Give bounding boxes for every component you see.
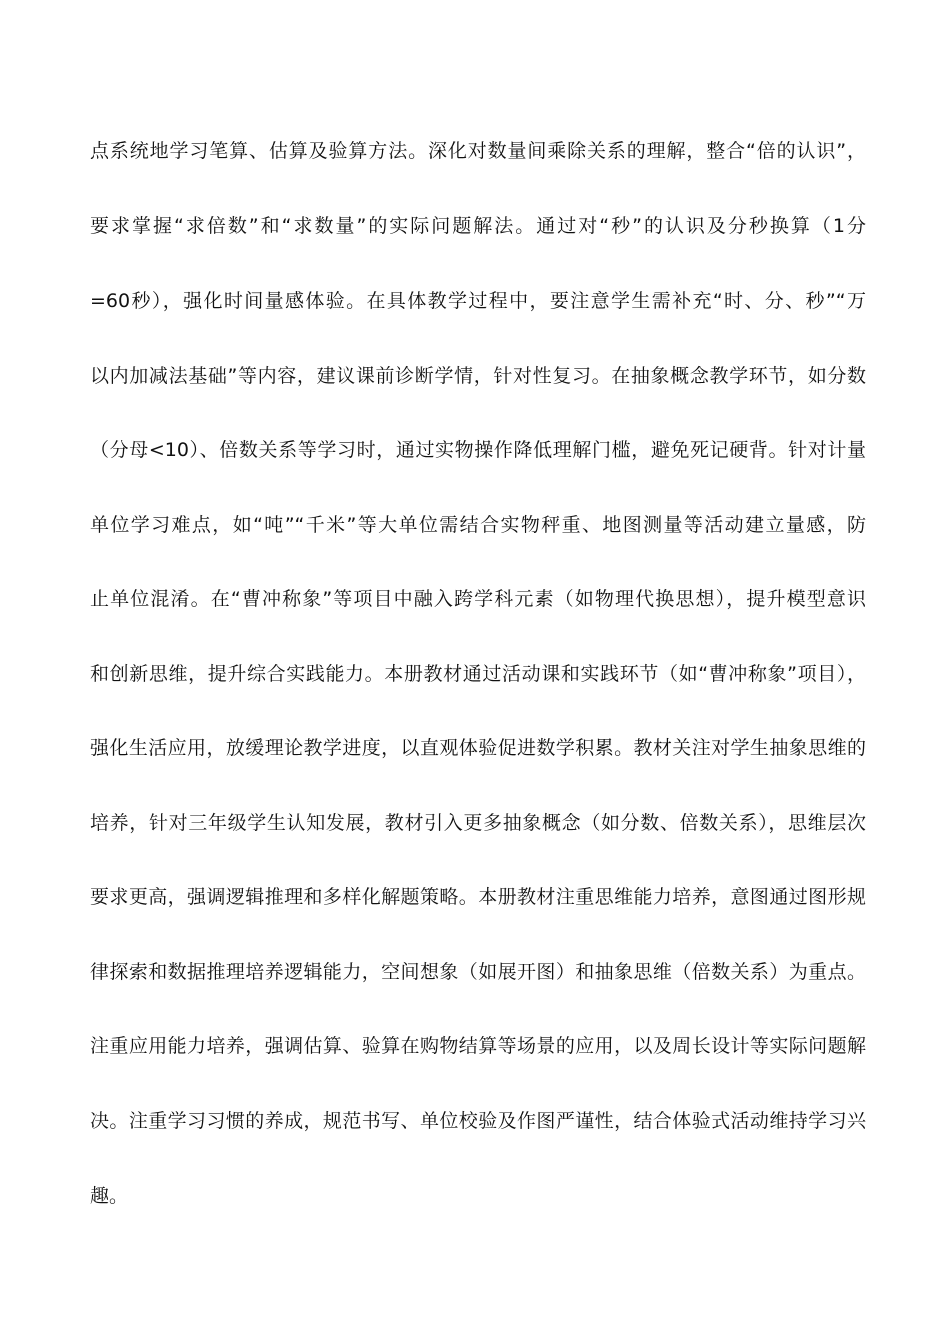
paragraph-line: 止单位混淆。在“曹冲称象”等项目中融入跨学科元素（如物理代换思想），提升模型意识 — [90, 588, 866, 610]
paragraph-line: 单位学习难点，如“吨”“千米”等大单位需结合实物秤重、地图测量等活动建立量感，防 — [90, 514, 866, 536]
paragraph-line: 培养，针对三年级学生认知发展，教材引入更多抽象概念（如分数、倍数关系），思维层次 — [90, 812, 866, 834]
paragraph-line: 和创新思维，提升综合实践能力。本册教材通过活动课和实践环节（如“曹冲称象”项目）， — [90, 663, 866, 685]
paragraph-line: 要求更高，强调逻辑推理和多样化解题策略。本册教材注重思维能力培养，意图通过图形规 — [90, 886, 866, 908]
paragraph-line: 要求掌握“求倍数”和“求数量”的实际问题解法。通过对“秒”的认识及分秒换算（1分 — [90, 215, 866, 237]
paragraph-line: 以内加减法基础”等内容，建议课前诊断学情，针对性复习。在抽象概念教学环节，如分数 — [90, 365, 866, 387]
paragraph-line: 强化生活应用，放缓理论教学进度，以直观体验促进数学积累。教材关注对学生抽象思维的 — [90, 737, 866, 759]
paragraph-line: 注重应用能力培养，强调估算、验算在购物结算等场景的应用，以及周长设计等实际问题解 — [90, 1035, 866, 1057]
paragraph-line: 点系统地学习笔算、估算及验算方法。深化对数量间乘除关系的理解，整合“倍的认识”， — [90, 140, 866, 162]
paragraph-line: 趣。 — [90, 1185, 129, 1207]
paragraph-line: 律探索和数据推理培养逻辑能力，空间想象（如展开图）和抽象思维（倍数关系）为重点。 — [90, 961, 866, 983]
paragraph-line: （分母<10）、倍数关系等学习时，通过实物操作降低理解门槛，避免死记硬背。针对计量 — [90, 439, 866, 461]
paragraph-line: =60秒），强化时间量感体验。在具体教学过程中，要注意学生需补充“时、分、秒”“万 — [90, 290, 866, 312]
paragraph-line: 决。注重学习习惯的养成，规范书写、单位校验及作图严谨性，结合体验式活动维持学习兴 — [90, 1110, 866, 1132]
